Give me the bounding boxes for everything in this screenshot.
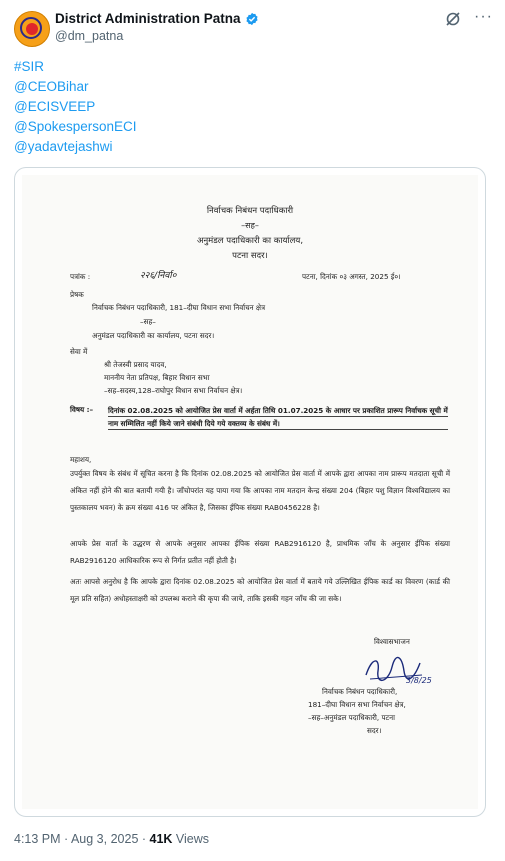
- letter-to-label: सेवा में: [70, 347, 88, 356]
- author-row: [55, 11, 259, 26]
- letter-signatory-line4: सदर।: [367, 726, 382, 735]
- letter-paragraph-2: आपके प्रेस वार्ता के उद्धरण से आपके अनुसार आपका ईपिक संख्या RAB2916120 है, प्राथमिक जाँच के अनुसार ईपिक संख्या RAB2916120 आधिकारिक रूप से निर्गत प्रतीत नहीं होती है।: [70, 539, 450, 565]
- letter-signatory-line2: 181–दीघा विधान सभा निर्वाचन क्षेत्र,: [308, 700, 406, 709]
- hashtag-sir[interactable]: #SIR: [14, 59, 45, 74]
- mention-spokespersoneci[interactable]: @SpokespersonECI: [14, 119, 137, 134]
- mention-ecisveep[interactable]: @ECISVEEP: [14, 99, 96, 114]
- letter-from-line2: –सह–: [140, 317, 156, 326]
- letter-patrank-value: २२६/निर्वा०: [140, 271, 177, 281]
- mention-ceobihar[interactable]: @CEOBihar: [14, 79, 89, 94]
- handwritten-signature: [362, 649, 432, 689]
- letter-to-line3: –सह–सदस्य,128–राघोपुर विधान सभा निर्वाचन क्षेत्र।: [104, 386, 243, 395]
- letter-office-line3: अनुमंडल पदाधिकारी का कार्यालय,: [196, 236, 304, 246]
- letter-patrank-label: पत्रांक :: [70, 272, 91, 281]
- signature-date: 3/8/25: [406, 676, 432, 685]
- letter-office-line4: पटना सदर।: [232, 251, 268, 261]
- letter-office-line1: निर्वाचक निबंधन पदाधिकारी: [206, 206, 294, 216]
- letter-office-line2: –सह–: [241, 221, 259, 230]
- letter-document: [22, 175, 478, 809]
- tweet-timestamp[interactable]: 4:13 PM · Aug 3, 2025 ·: [14, 832, 150, 846]
- author-handle[interactable]: @dm_patna: [55, 29, 124, 43]
- letter-from-label: प्रेषक: [70, 290, 84, 299]
- letter-subject-label: विषय :–: [70, 405, 94, 414]
- letter-from-line1: निर्वाचक निबंधन पदाधिकारी, 181–दीघा विधान सभा निर्वाचन क्षेत्र: [92, 303, 266, 312]
- subject-underline-2: [108, 429, 448, 430]
- letter-salutation: महाशय,: [70, 455, 92, 464]
- more-options-icon[interactable]: ···: [474, 8, 493, 25]
- letter-to-line2: माननीय नेता प्रतिपक्ष, बिहार विधान सभा: [104, 373, 210, 382]
- subject-underline-1: [108, 416, 448, 417]
- letter-paragraph-3: अतः आपसे अनुरोध है कि आपके द्वारा दिनांक 02.08.2025 को आयोजित प्रेस वार्ता में बताये गये उल्लिखित ईपिक कार्ड का विवरण (कार्ड की मूल प्रति सहित) अधोहस्ताक्षरी को उपलब्ध कराने की कृपा की जाये, ताकि इसकी गहन जाँच की जा सके।: [70, 577, 450, 603]
- letter-to-line1: श्री तेजस्वी प्रसाद यादव,: [104, 360, 167, 369]
- attached-image[interactable]: [14, 167, 486, 817]
- letter-subject-text: दिनांक 02.08.2025 को आयोजित प्रेस वार्ता में अर्हता तिथि 01.07.2025 के आधार पर प्रकाशित प्रारूप निर्वाचक सूची में नाम सम्मिलित नहीं किये जाने संबंधी दिये गये वक्तव्य के संबंध में।: [108, 406, 448, 428]
- emblem-core: [26, 23, 38, 35]
- letter-signatory-line3: –सह–अनुमंडल पदाधिकारी, पटना: [308, 713, 395, 722]
- letter-date: पटना, दिनांक ०३ अगस्त, 2025 ई०।: [302, 272, 401, 281]
- letter-signatory-line1: निर्वाचक निबंधन पदाधिकारी,: [322, 687, 398, 696]
- mention-yadavtejashwi[interactable]: @yadavtejashwi: [14, 139, 113, 154]
- letter-closing: विश्वासभाजन: [374, 637, 410, 646]
- avatar[interactable]: [14, 11, 50, 47]
- tweet-text: [14, 57, 137, 157]
- grok-icon[interactable]: [445, 11, 461, 27]
- author-name[interactable]: District Administration Patna: [55, 11, 241, 26]
- letter-paragraph-1: उपर्युक्त विषय के संबंध में सूचित करना है कि दिनांक 02.08.2025 को आयोजित प्रेस वार्ता में आपके द्वारा आपका नाम प्रारूप मतदाता सूची में अंकित नहीं होने की बात बतायी गयी है। जाँचोपरांत यह पाया गया कि आपका नाम मतदान केन्द्र संख्या 204 (बिहार पशु विज्ञान विश्वविद्यालय का पुस्तकालय भवन) के क्रम संख्या 416 पर अंकित है, जिसका ईपिक संख्या RAB0456228 है।: [70, 469, 450, 512]
- view-count: 41K: [149, 832, 173, 846]
- tweet-metadata: [14, 832, 209, 846]
- letter-from-line3: अनुमंडल पदाधिकारी का कार्यालय, पटना सदर।: [92, 331, 215, 340]
- verified-badge-icon: [245, 12, 259, 26]
- views-label: Views: [172, 832, 210, 846]
